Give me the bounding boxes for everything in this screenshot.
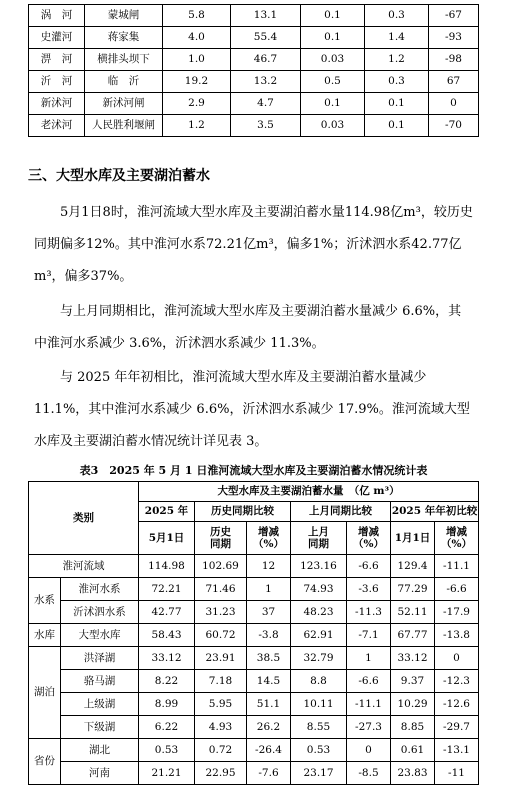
value-cell: 21.21 bbox=[139, 762, 195, 785]
value-cell: 0.72 bbox=[195, 739, 247, 762]
value-cell: 13.1 bbox=[231, 5, 301, 27]
value-cell: 4.93 bbox=[195, 716, 247, 739]
value-cell: 46.7 bbox=[231, 49, 301, 71]
value-cell: -12.6 bbox=[435, 693, 479, 716]
value-cell: -13.8 bbox=[435, 624, 479, 647]
table-row bbox=[29, 49, 479, 71]
value-cell: 114.98 bbox=[139, 555, 195, 578]
value-cell: 2.9 bbox=[163, 93, 231, 115]
table-row bbox=[29, 5, 479, 27]
value-cell: 0.53 bbox=[291, 739, 347, 762]
value-cell: -11.1 bbox=[435, 555, 479, 578]
value-cell: 0 bbox=[435, 647, 479, 670]
value-cell: 0.53 bbox=[139, 739, 195, 762]
value-cell: 48.23 bbox=[291, 601, 347, 624]
row-label: 湖北 bbox=[61, 739, 139, 762]
value-cell: 13.2 bbox=[231, 71, 301, 93]
header-group: 大型水库及主要湖泊蓄水量 （亿 m³） bbox=[139, 482, 479, 502]
station-name-cell: 蒙城闸 bbox=[85, 5, 163, 27]
station-name-cell: 人民胜利堰闸 bbox=[85, 115, 163, 137]
value-cell: 0.61 bbox=[391, 739, 435, 762]
value-cell: 23.17 bbox=[291, 762, 347, 785]
value-cell: 31.23 bbox=[195, 601, 247, 624]
row-label: 河南 bbox=[61, 762, 139, 785]
table-row bbox=[29, 71, 479, 93]
row-label: 洪泽湖 bbox=[61, 647, 139, 670]
table-row bbox=[29, 670, 479, 693]
value-cell: 0.1 bbox=[301, 27, 365, 49]
header-hist-cmp: 历史同期比较 bbox=[195, 502, 291, 522]
table-row bbox=[29, 624, 479, 647]
value-cell: -29.7 bbox=[435, 716, 479, 739]
value-cell: 33.12 bbox=[391, 647, 435, 670]
value-cell: 71.46 bbox=[195, 578, 247, 601]
value-cell: 12 bbox=[247, 555, 291, 578]
river-name-cell: 史灌河 bbox=[29, 27, 85, 49]
table-row bbox=[29, 739, 479, 762]
value-cell: 8.85 bbox=[391, 716, 435, 739]
row-label: 上级湖 bbox=[61, 693, 139, 716]
value-cell: -3.8 bbox=[247, 624, 291, 647]
header-jan1: 1月1日 bbox=[391, 522, 435, 555]
value-cell: 123.16 bbox=[291, 555, 347, 578]
river-flow-table bbox=[28, 4, 479, 137]
value-cell: -93 bbox=[429, 27, 479, 49]
row-label: 淮河水系 bbox=[61, 578, 139, 601]
paragraph-3: 与 2025 年年初相比，淮河流域大型水库及主要湖泊蓄水量减少 11.1%，其中淮河水系减少 6.6%，沂沭泗水系减少 17.9%。淮河流域大型水库及主要湖泊蓄水情况统计详见表 3。 bbox=[34, 370, 470, 449]
value-cell: 14.5 bbox=[247, 670, 291, 693]
value-cell: 8.8 bbox=[291, 670, 347, 693]
value-cell: -26.4 bbox=[247, 739, 291, 762]
value-cell: 19.2 bbox=[163, 71, 231, 93]
row-label: 沂沭泗水系 bbox=[61, 601, 139, 624]
value-cell: 26.2 bbox=[247, 716, 291, 739]
river-name-cell: 涡 河 bbox=[29, 5, 85, 27]
header-change-pct: 增减 （%） bbox=[247, 522, 291, 555]
value-cell: 4.7 bbox=[231, 93, 301, 115]
value-cell: 32.79 bbox=[291, 647, 347, 670]
table-row bbox=[29, 93, 479, 115]
value-cell: -17.9 bbox=[435, 601, 479, 624]
value-cell: -11.1 bbox=[347, 693, 391, 716]
table-row bbox=[29, 716, 479, 739]
value-cell: 8.55 bbox=[291, 716, 347, 739]
value-cell: 1.2 bbox=[365, 49, 429, 71]
value-cell: 7.18 bbox=[195, 670, 247, 693]
table-row bbox=[29, 601, 479, 624]
paragraph-2: 与上月同期相比，淮河流域大型水库及主要湖泊蓄水量减少 6.6%，其中淮河水系减少 3.6%，沂沭泗水系减少 11.3%。 bbox=[34, 304, 462, 351]
value-cell: 6.22 bbox=[139, 716, 195, 739]
header-category: 类别 bbox=[29, 482, 139, 555]
value-cell: 67.77 bbox=[391, 624, 435, 647]
row-label: 下级湖 bbox=[61, 716, 139, 739]
value-cell: -8.5 bbox=[347, 762, 391, 785]
value-cell: 22.95 bbox=[195, 762, 247, 785]
value-cell: 0.5 bbox=[301, 71, 365, 93]
value-cell: 0.03 bbox=[301, 49, 365, 71]
value-cell: -11.3 bbox=[347, 601, 391, 624]
value-cell: -13.1 bbox=[435, 739, 479, 762]
value-cell: 77.29 bbox=[391, 578, 435, 601]
table-row bbox=[29, 27, 479, 49]
value-cell: 1.0 bbox=[163, 49, 231, 71]
paragraph-1: 5月1日8时，淮河流域大型水库及主要湖泊蓄水量114.98亿m³，较历史同期偏多12%。其中淮河水系72.21亿m³，偏多1%；沂沭泗水系42.77亿m³，偏多37%。 bbox=[34, 205, 473, 284]
value-cell: 0.3 bbox=[365, 71, 429, 93]
value-cell: -7.1 bbox=[347, 624, 391, 647]
value-cell: 4.0 bbox=[163, 27, 231, 49]
station-name-cell: 横排头坝下 bbox=[85, 49, 163, 71]
station-name-cell: 临 沂 bbox=[85, 71, 163, 93]
value-cell: 1 bbox=[247, 578, 291, 601]
value-cell: 102.69 bbox=[195, 555, 247, 578]
value-cell: 9.37 bbox=[391, 670, 435, 693]
group-label: 湖泊 bbox=[29, 647, 61, 739]
value-cell: 0.3 bbox=[365, 5, 429, 27]
river-name-cell: 新沭河 bbox=[29, 93, 85, 115]
header-may1: 5月1日 bbox=[139, 522, 195, 555]
table3-caption: 表3 2025 年 5 月 1 日淮河流域大型水库及主要湖泊蓄水情况统计表 bbox=[79, 464, 428, 477]
value-cell: -27.3 bbox=[347, 716, 391, 739]
value-cell: 0.03 bbox=[301, 115, 365, 137]
value-cell: 129.4 bbox=[391, 555, 435, 578]
value-cell: 51.1 bbox=[247, 693, 291, 716]
value-cell: 10.11 bbox=[291, 693, 347, 716]
header-hist-same: 历史 同期 bbox=[195, 522, 247, 555]
value-cell: 0 bbox=[347, 739, 391, 762]
river-name-cell: 老沭河 bbox=[29, 115, 85, 137]
value-cell: -67 bbox=[429, 5, 479, 27]
table-row bbox=[29, 693, 479, 716]
value-cell: -12.3 bbox=[435, 670, 479, 693]
value-cell: 37 bbox=[247, 601, 291, 624]
value-cell: 5.95 bbox=[195, 693, 247, 716]
value-cell: 0 bbox=[429, 93, 479, 115]
station-name-cell: 新沭河闸 bbox=[85, 93, 163, 115]
value-cell: 42.77 bbox=[139, 601, 195, 624]
value-cell: 67 bbox=[429, 71, 479, 93]
value-cell: -11 bbox=[435, 762, 479, 785]
value-cell: 8.99 bbox=[139, 693, 195, 716]
value-cell: 0.1 bbox=[365, 93, 429, 115]
value-cell: -6.6 bbox=[435, 578, 479, 601]
station-name-cell: 蒋家集 bbox=[85, 27, 163, 49]
river-name-cell: 沂 河 bbox=[29, 71, 85, 93]
reservoir-storage-table bbox=[28, 481, 479, 785]
value-cell: 8.22 bbox=[139, 670, 195, 693]
value-cell: 58.43 bbox=[139, 624, 195, 647]
value-cell: 23.83 bbox=[391, 762, 435, 785]
value-cell: 60.72 bbox=[195, 624, 247, 647]
value-cell: 1.2 bbox=[163, 115, 231, 137]
value-cell: 52.11 bbox=[391, 601, 435, 624]
group-label: 水系 bbox=[29, 578, 61, 624]
row-label: 骆马湖 bbox=[61, 670, 139, 693]
value-cell: 10.29 bbox=[391, 693, 435, 716]
value-cell: 5.8 bbox=[163, 5, 231, 27]
header-year2025: 2025 年 bbox=[139, 502, 195, 522]
value-cell: 33.12 bbox=[139, 647, 195, 670]
row-label: 大型水库 bbox=[61, 624, 139, 647]
value-cell: -7.6 bbox=[247, 762, 291, 785]
reservoir-storage-table-body bbox=[29, 555, 479, 785]
value-cell: -6.6 bbox=[347, 670, 391, 693]
value-cell: 72.21 bbox=[139, 578, 195, 601]
river-name-cell: 淠 河 bbox=[29, 49, 85, 71]
value-cell: 3.5 bbox=[231, 115, 301, 137]
value-cell: 23.91 bbox=[195, 647, 247, 670]
value-cell: -6.6 bbox=[347, 555, 391, 578]
value-cell: 0.1 bbox=[301, 93, 365, 115]
value-cell: -98 bbox=[429, 49, 479, 71]
header-prev-month: 上月 同期 bbox=[291, 522, 347, 555]
header-yearstart-cmp: 2025 年年初比较 bbox=[391, 502, 479, 522]
value-cell: 1.4 bbox=[365, 27, 429, 49]
header-prev-cmp: 上月同期比较 bbox=[291, 502, 391, 522]
value-cell: 0.1 bbox=[301, 5, 365, 27]
table-row bbox=[29, 647, 479, 670]
table-row bbox=[29, 555, 479, 578]
value-cell: -70 bbox=[429, 115, 479, 137]
value-cell: 38.5 bbox=[247, 647, 291, 670]
group-label: 省份 bbox=[29, 739, 61, 785]
value-cell: 0.1 bbox=[365, 115, 429, 137]
group-label: 水库 bbox=[29, 624, 61, 647]
section-heading: 三、大型水库及主要湖泊蓄水 bbox=[28, 168, 210, 184]
table-row bbox=[29, 762, 479, 785]
value-cell: 62.91 bbox=[291, 624, 347, 647]
river-flow-table-body bbox=[29, 5, 479, 137]
value-cell: -3.6 bbox=[347, 578, 391, 601]
header-change-pct: 增减 （%） bbox=[435, 522, 479, 555]
basin-label: 淮河流域 bbox=[29, 555, 139, 578]
value-cell: 1 bbox=[347, 647, 391, 670]
value-cell: 55.4 bbox=[231, 27, 301, 49]
table-row bbox=[29, 115, 479, 137]
header-change-pct: 增减 （%） bbox=[347, 522, 391, 555]
value-cell: 74.93 bbox=[291, 578, 347, 601]
table-row bbox=[29, 578, 479, 601]
